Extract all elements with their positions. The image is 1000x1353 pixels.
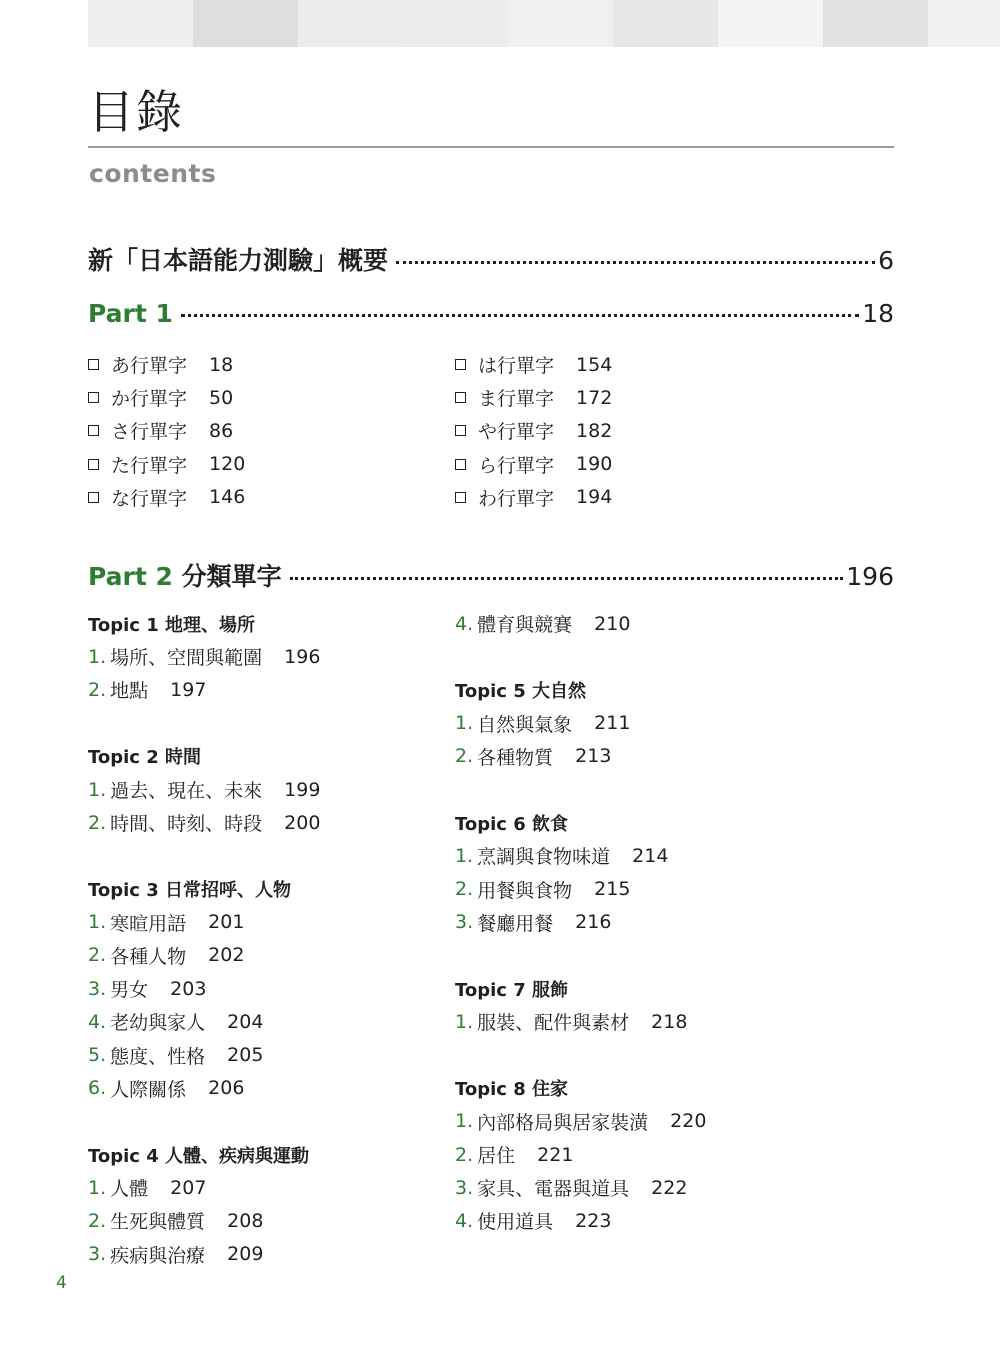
topic-heading: Topic 8 住家 [455, 1079, 569, 1101]
item-number: 1. [455, 712, 474, 735]
item-page: 202 [208, 944, 245, 967]
topic-spacer [88, 1105, 488, 1138]
item-number: 2. [88, 811, 107, 834]
item-page: 200 [284, 811, 321, 834]
item-label: 用餐與食物 [477, 879, 573, 902]
topic-item[interactable] [88, 1204, 488, 1237]
toc-entry-part1[interactable] [88, 299, 894, 328]
dot-leader [290, 577, 844, 580]
item-label: 自然與氣象 [477, 713, 573, 736]
item-number: 2. [455, 878, 474, 901]
item-label: 使用道具 [477, 1211, 554, 1234]
item-label: 場所、空間與範圍 [110, 647, 263, 670]
topic-item[interactable] [455, 740, 855, 773]
toc-entry-page: 6 [878, 246, 894, 275]
checkbox-icon [88, 459, 99, 470]
color-block [88, 0, 193, 47]
checklist-item[interactable]: か行單字 50 [88, 381, 455, 414]
item-page: 215 [594, 878, 631, 901]
item-label: 疾病與治療 [110, 1244, 206, 1267]
title-divider [88, 146, 894, 148]
item-page: 197 [170, 678, 207, 701]
item-label: 男女 [110, 979, 149, 1002]
topic-heading: Topic 5 大自然 [455, 680, 587, 702]
item-number: 2. [88, 1209, 107, 1232]
toc-entry-overview[interactable] [88, 241, 894, 277]
item-page: 222 [651, 1176, 688, 1199]
checkbox-icon [88, 425, 99, 436]
item-page: 211 [594, 712, 631, 735]
item-page: 223 [575, 1209, 612, 1232]
dot-leader [396, 261, 875, 264]
checklist-item[interactable]: ら行單字 190 [455, 448, 822, 481]
item-label: 家具、電器與道具 [477, 1178, 630, 1201]
item-page: 208 [227, 1209, 264, 1232]
topic-heading: Topic 6 飲食 [455, 813, 569, 835]
item-label: 過去、現在、未來 [110, 780, 263, 803]
topic-item[interactable] [88, 1171, 488, 1204]
item-page: 220 [670, 1110, 707, 1133]
checklist-item[interactable]: わ行單字 194 [455, 481, 822, 514]
topic-item[interactable] [88, 806, 488, 839]
topic-item[interactable] [88, 939, 488, 972]
topic-item[interactable] [88, 1005, 488, 1038]
checkbox-icon [455, 459, 466, 470]
toc-entry-page: 196 [846, 562, 894, 591]
topic-item[interactable] [88, 1238, 488, 1271]
topic-heading: Topic 7 服飾 [455, 979, 569, 1001]
item-page: 218 [651, 1010, 688, 1033]
item-number: 1. [455, 1010, 474, 1033]
checkbox-icon [455, 425, 466, 436]
color-block [718, 0, 823, 47]
toc-entry-part2[interactable] [88, 557, 894, 593]
color-block [928, 0, 1000, 47]
item-label: 居住 [477, 1145, 516, 1168]
page-number: 4 [56, 1273, 67, 1293]
item-number: 1. [455, 844, 474, 867]
checkbox-icon [88, 359, 99, 370]
topic-item[interactable] [88, 1038, 488, 1071]
item-page: 214 [632, 844, 669, 867]
item-number: 1. [88, 911, 107, 934]
topic-spacer [88, 839, 488, 872]
topic-item[interactable] [455, 1138, 855, 1171]
checkbox-icon [455, 359, 466, 370]
item-label: 餐廳用餐 [477, 912, 554, 935]
item-number: 3. [88, 977, 107, 1000]
part-label: Part 1 [88, 299, 173, 328]
part-label: Part 2 [88, 562, 173, 591]
item-number: 2. [88, 944, 107, 967]
header-color-bar [0, 0, 1000, 47]
item-number: 1. [455, 1110, 474, 1133]
checklist-item[interactable]: た行單字 120 [88, 448, 455, 481]
topic-spacer [455, 1038, 855, 1071]
item-label: 各種人物 [110, 945, 187, 968]
item-label: 地點 [110, 680, 149, 703]
topic-heading: Topic 4 人體、疾病與運動 [88, 1145, 310, 1167]
topic-item[interactable] [455, 906, 855, 939]
checkbox-icon [455, 392, 466, 403]
toc-entry-label: 新「日本語能力測驗」概要 [88, 246, 389, 275]
item-page: 221 [537, 1143, 574, 1166]
item-number: 6. [88, 1077, 107, 1100]
toc-entry-page: 18 [862, 299, 894, 328]
item-number: 1. [88, 645, 107, 668]
checkbox-icon [88, 492, 99, 503]
item-label: 各種物質 [477, 746, 554, 769]
topic-heading: Topic 2 時間 [88, 747, 202, 769]
item-label: 人體 [110, 1178, 149, 1201]
item-label: 體育與競賽 [477, 614, 573, 637]
checklist-item[interactable]: あ行單字 18 [88, 348, 455, 381]
item-page: 196 [284, 645, 321, 668]
item-label: 時間、時刻、時段 [110, 813, 263, 836]
item-label: 人際關係 [110, 1078, 187, 1101]
page-subtitle: contents [89, 159, 217, 188]
checkbox-icon [455, 492, 466, 503]
item-page: 201 [208, 911, 245, 934]
topic-item[interactable] [455, 1204, 855, 1237]
topic-item[interactable] [88, 1072, 488, 1105]
color-block [0, 0, 88, 47]
item-number: 1. [88, 778, 107, 801]
topic-spacer [88, 707, 488, 740]
item-page: 204 [227, 1010, 264, 1033]
item-number: 3. [88, 1243, 107, 1266]
checklist-item[interactable]: ま行單字 172 [455, 381, 822, 414]
topic-item[interactable] [455, 607, 855, 640]
item-page: 205 [227, 1044, 264, 1067]
item-label: 寒暄用語 [110, 912, 187, 935]
item-number: 1. [88, 1176, 107, 1199]
topic-item[interactable] [88, 906, 488, 939]
topic-column-left [88, 607, 488, 1271]
color-block [403, 0, 508, 47]
color-block [298, 0, 403, 47]
topic-item[interactable] [455, 1171, 855, 1204]
color-block [823, 0, 928, 47]
item-number: 4. [455, 1209, 474, 1232]
color-block [613, 0, 718, 47]
checklist-item[interactable]: は行單字 154 [455, 348, 822, 381]
item-page: 203 [170, 977, 207, 1000]
item-page: 210 [594, 612, 631, 635]
topic-column-right [455, 607, 855, 1238]
item-page: 206 [208, 1077, 245, 1100]
checklist-item[interactable]: さ行單字 86 [88, 414, 455, 447]
topic-item[interactable] [88, 773, 488, 806]
item-label: 老幼與家人 [110, 1012, 206, 1035]
checklist-item[interactable]: な行單字 146 [88, 481, 455, 514]
item-page: 209 [227, 1243, 264, 1266]
item-number: 4. [455, 612, 474, 635]
item-number: 2. [88, 678, 107, 701]
part-title: 分類單字 [181, 562, 282, 591]
topic-item[interactable] [455, 839, 855, 872]
topic-spacer [455, 939, 855, 972]
topic-spacer [455, 773, 855, 806]
item-label: 烹調與食物味道 [477, 846, 611, 869]
color-block [193, 0, 298, 47]
item-number: 4. [88, 1010, 107, 1033]
item-label: 生死與體質 [110, 1211, 206, 1234]
item-label: 內部格局與居家裝潢 [477, 1111, 649, 1134]
topic-item[interactable] [455, 1105, 855, 1138]
checklist-item[interactable]: や行單字 182 [455, 414, 822, 447]
color-block [508, 0, 613, 47]
topic-spacer [455, 640, 855, 673]
item-number: 3. [455, 911, 474, 934]
topic-item[interactable] [88, 673, 488, 706]
part1-item-grid [88, 348, 822, 514]
item-page: 199 [284, 778, 321, 801]
topic-item[interactable] [455, 707, 855, 740]
topic-item[interactable] [88, 640, 488, 673]
item-number: 2. [455, 745, 474, 768]
topic-item[interactable] [88, 972, 488, 1005]
page-title: 目錄 [88, 85, 184, 139]
topic-heading: Topic 1 地理、場所 [88, 614, 256, 636]
dot-leader [181, 314, 859, 317]
topic-item[interactable] [455, 873, 855, 906]
item-label: 態度、性格 [110, 1045, 206, 1068]
item-page: 207 [170, 1176, 207, 1199]
checkbox-icon [88, 392, 99, 403]
item-number: 3. [455, 1176, 474, 1199]
item-page: 213 [575, 745, 612, 768]
topic-heading: Topic 3 日常招呼、人物 [88, 880, 292, 902]
item-number: 5. [88, 1044, 107, 1067]
item-number: 2. [455, 1143, 474, 1166]
item-page: 216 [575, 911, 612, 934]
topic-item[interactable] [455, 1005, 855, 1038]
item-label: 服裝、配件與素材 [477, 1012, 630, 1035]
